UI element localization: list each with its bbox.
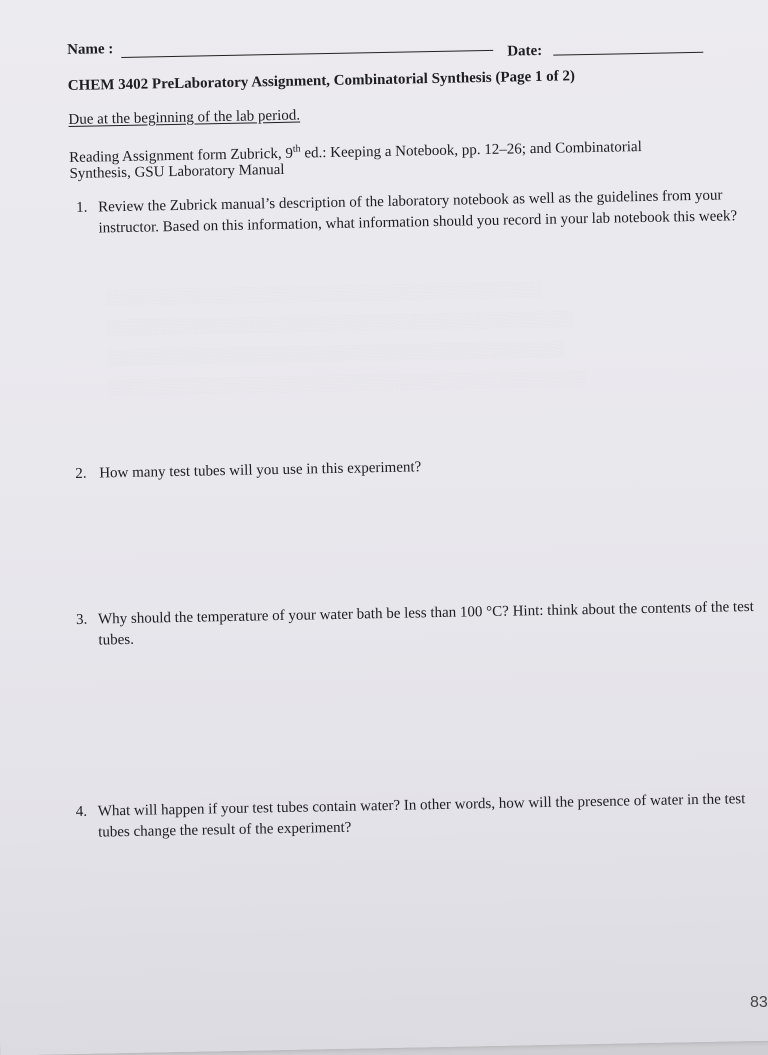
- question-2-number: 2.: [75, 465, 87, 482]
- assignment-title: CHEM 3402 PreLaboratory Assignment, Combinatorial Synthesis (Page 1 of 2): [67, 68, 576, 95]
- question-4-text: What will happen if your test tubes contain water? In other words, how will the presence of water in the test tubes change the result of the experiment?: [97, 791, 746, 841]
- name-line: [121, 50, 493, 58]
- due-note: Due at the beginning of the lab period.: [68, 107, 301, 129]
- date-line: [553, 52, 703, 56]
- show-through-texture: [106, 271, 748, 403]
- question-1-number: 1.: [76, 199, 88, 216]
- question-3-number: 3.: [75, 611, 88, 628]
- question-3-text: Why should the temperature of your water bath be less than 100 °C? Hint: think about the contents of the test tubes.: [97, 598, 754, 649]
- date-label: Date:: [507, 42, 543, 60]
- page-number: 83: [750, 994, 768, 1011]
- question-2-text: How many test tubes will you use in this experiment?: [99, 459, 422, 482]
- reading-assignment-line-1: Reading Assignment form Zubrick, 9th ed.: Keeping a Notebook, pp. 12–26; and Combinatorial: [69, 139, 642, 166]
- name-label: Name :: [66, 41, 114, 59]
- question-1-text: Review the Zubrick manual’s description of the laboratory notebook as well as the guidelines from your instructor. Based on this information, what information should you record in your lab notebook this week?: [98, 187, 738, 237]
- reading-assignment-line-2: Synthesis, GSU Laboratory Manual: [69, 161, 285, 182]
- question-4-number: 4.: [75, 803, 88, 820]
